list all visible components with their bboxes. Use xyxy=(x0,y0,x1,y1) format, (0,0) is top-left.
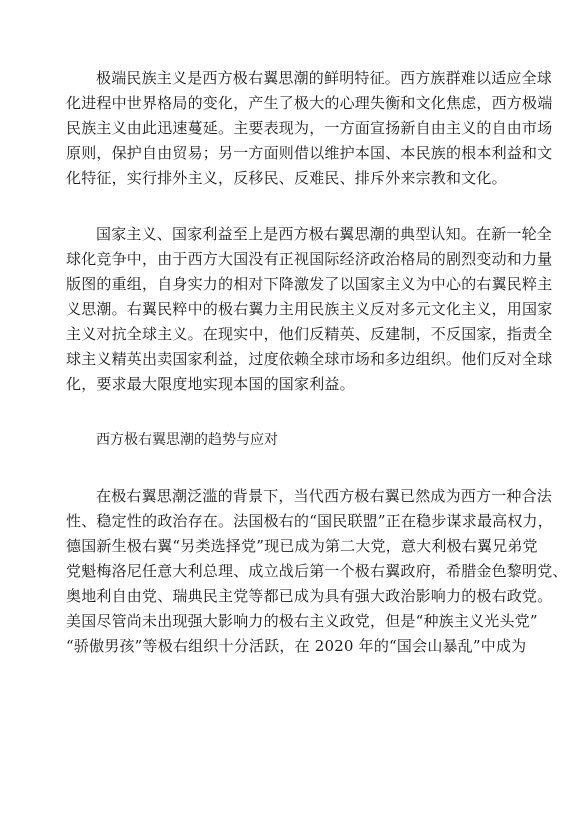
paragraph-line: 在极右翼思潮泛滥的背景下，当代西方极右翼已然成为西方一种合法 xyxy=(96,487,553,505)
paragraph-line: 奥地利自由党、瑞典民主党等都已成为具有强大政治影响力的极右政党。 xyxy=(66,587,553,605)
paragraph-line: 性、稳定性的政治存在。法国极右的“国民联盟”正在稳步谋求最高权力， xyxy=(66,512,553,530)
paragraph-line: 化进程中世界格局的变化，产生了极大的心理失衡和文化焦虑，西方极端 xyxy=(66,94,553,112)
paragraph-gap xyxy=(96,191,484,222)
paragraph-line: 极端民族主义是西方极右翼思潮的鲜明特征。西方族群难以适应全球 xyxy=(96,69,553,87)
paragraph-line: 原则，保护自由贸易；另一方面则借以维护本国、本民族的根本利益和文 xyxy=(66,144,553,162)
paragraph-line: 德国新生极右翼“另类选择党”现已成为第二大党，意大利极右翼兄弟党 xyxy=(66,537,538,555)
paragraph-line: 义思潮。右翼民粹中的极右翼力主用民族主义反对多元文化主义，用国家 xyxy=(66,300,553,318)
paragraph-gap xyxy=(96,397,484,428)
paragraph-line: 美国尽管尚未出现强大影响力的极右主义政党，但是“种族主义光头党” xyxy=(66,612,538,630)
paragraph-gap xyxy=(96,453,484,484)
paragraph-line: 国家主义、国家利益至上是西方极右翼思潮的典型认知。在新一轮全 xyxy=(96,225,553,243)
paragraph-nationalism xyxy=(66,222,553,397)
paragraph-line: “骄傲男孩”等极右组织十分活跃，在 2020 年的“国会山暴乱”中成为 xyxy=(66,637,527,655)
paragraph-extreme-nationalism xyxy=(66,66,553,191)
paragraph-line: 化，要求最大限度地实现本国的国家利益。 xyxy=(66,375,355,393)
section-heading: 西方极右翼思潮的趋势与应对 xyxy=(96,432,278,448)
paragraph-line: 党魁梅洛尼任意大利总理、成立战后第一个极右翼政府，希腊金色黎明党、 xyxy=(66,562,568,580)
paragraph-line: 化特征，实行排外主义，反移民、反难民、排斥外来宗教和文化。 xyxy=(66,169,507,187)
paragraph-line: 版图的重组，自身实力的相对下降激发了以国家主义为中心的右翼民粹主 xyxy=(66,275,553,293)
paragraph-line: 球主义精英出卖国家利益，过度依赖全球市场和多边组织。他们反对全球 xyxy=(66,350,553,368)
paragraph-trends xyxy=(66,484,568,659)
paragraph-line: 球化竞争中，由于西方大国没有正视国际经济政治格局的剧烈变动和力量 xyxy=(66,250,553,268)
paragraph-line: 主义对抗全球主义。在现实中，他们反精英、反建制，不反国家，指责全 xyxy=(66,325,553,343)
paragraph-line: 民族主义由此迅速蔓延。主要表现为，一方面宣扬新自由主义的自由市场 xyxy=(66,119,553,137)
